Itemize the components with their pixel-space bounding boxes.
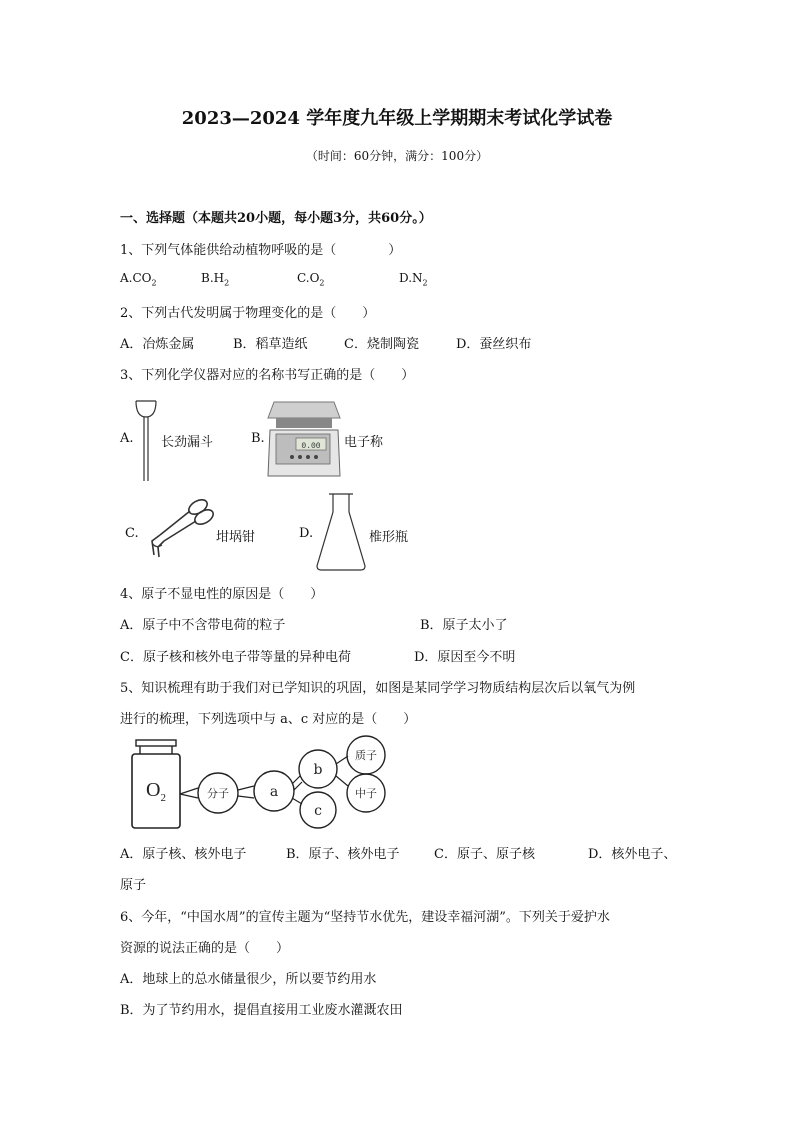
q4-option-c: C．原子核和核外电子带等量的异种电荷 — [120, 650, 351, 665]
q6-option-a: A．地球上的总水储量很少，所以要节约用水 — [120, 972, 377, 987]
q1-option-d: $D.N_2$ — [399, 271, 428, 288]
long-neck-funnel-figure — [133, 395, 159, 485]
q4-option-b: B．原子太小了 — [420, 618, 508, 633]
q3-stem: 3、下列化学仪器对应的名称书写正确的是（ ） — [120, 368, 415, 383]
q4-option-a: A．原子中不含带电荷的粒子 — [120, 618, 286, 633]
q3-option-b-name: 电子称 — [344, 435, 384, 450]
q3-option-d-letter: D. — [299, 526, 314, 541]
q5-option-d: D．核外电子、 — [588, 847, 677, 862]
q6-stem-line2: 资源的说法正确的是（ ） — [120, 941, 290, 956]
q3-option-a-letter: A. — [120, 431, 134, 446]
node-a-label: a — [269, 784, 279, 800]
electronic-scale-figure — [266, 400, 342, 480]
q2-option-d: D．蚕丝织布 — [456, 337, 532, 352]
exam-title: 2023—2024 学年度九年级上学期期末考试化学试卷 — [181, 108, 613, 129]
oxygen-structure-diagram — [126, 738, 416, 838]
bottle-label: $O_2$ — [146, 779, 166, 804]
q2-option-b: B．稻草造纸 — [233, 337, 308, 352]
q3-option-d-name: 椎形瓶 — [369, 530, 409, 545]
q5-stem-line2: 进行的梳理，下列选项中与 a、c 对应的是（ ） — [120, 712, 417, 727]
q4-stem: 4、原子不显电性的原因是（ ） — [120, 587, 324, 602]
q2-stem: 2、下列古代发明属于物理变化的是（ ） — [120, 306, 376, 321]
q6-option-b: B．为了节约用水，提倡直接用工业废水灌溉农田 — [120, 1003, 403, 1018]
node-b-label: b — [313, 762, 323, 778]
proton-label: 质子 — [355, 749, 377, 762]
q1-option-a: $A.CO_2$ — [120, 271, 157, 288]
q1-stem: 1、下列气体能供给动植物呼吸的是（ ） — [120, 243, 402, 258]
q5-option-a: A．原子核、核外电子 — [120, 847, 247, 862]
q4-option-d: D．原因至今不明 — [414, 650, 516, 665]
q5-stem-line1: 5、知识梳理有助于我们对已学知识的巩固，如图是某同学学习物质结构层次后以氧气为例 — [120, 681, 636, 696]
molecule-label: 分子 — [207, 787, 229, 800]
section-heading: 一、选择题（本题共20小题，每小题3分，共60分。） — [120, 211, 432, 226]
scale-display-text: 0.00 — [301, 442, 321, 451]
exam-subtitle: （时间：60分钟，满分：100分） — [305, 149, 489, 163]
q1-option-c: $C.O_2$ — [297, 271, 325, 288]
q5-option-d-continued: 原子 — [120, 878, 147, 893]
q3-option-b-letter: B. — [251, 431, 265, 446]
neutron-label: 中子 — [355, 787, 377, 800]
q1-option-b: $B.H_2$ — [201, 271, 230, 288]
crucible-tongs-figure — [146, 497, 216, 559]
q2-option-c: C．烧制陶瓷 — [344, 337, 419, 352]
q2-option-a: A．冶炼金属 — [120, 337, 195, 352]
q3-option-a-name: 长劲漏斗 — [161, 435, 214, 450]
q3-option-c-letter: C. — [125, 526, 139, 541]
q5-option-c: C．原子、原子核 — [434, 847, 535, 862]
q6-stem-line1: 6、今年，“中国水周”的宣传主题为“坚持节水优先，建设幸福河湖”。下列关于爱护水 — [120, 910, 610, 925]
conical-flask-figure — [313, 492, 369, 572]
node-c-label: c — [314, 803, 322, 819]
q5-option-b: B．原子、核外电子 — [286, 847, 400, 862]
q3-option-c-name: 坩埚钳 — [216, 530, 256, 545]
